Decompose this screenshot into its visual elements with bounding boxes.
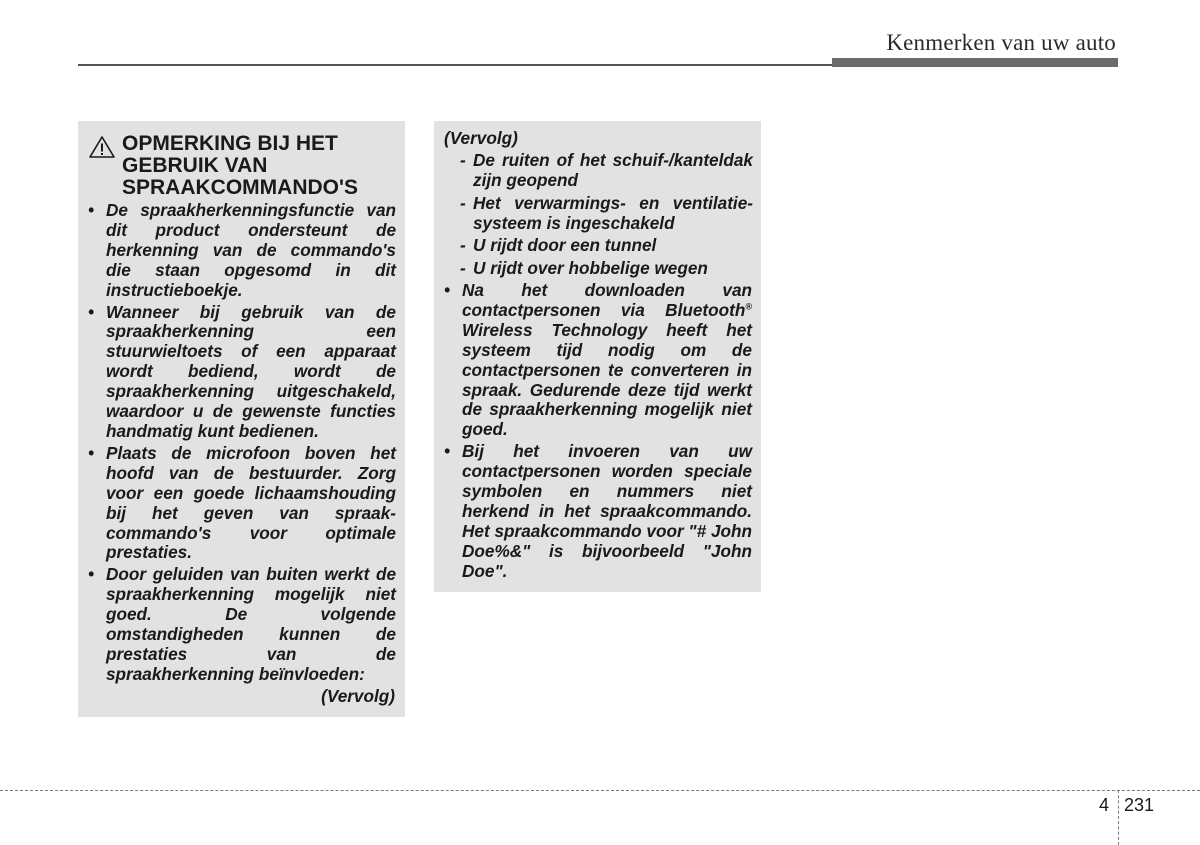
notice-bullet-list xyxy=(88,201,396,687)
notice-box-right xyxy=(434,121,761,592)
notice-title: OPMERKING BIJ HET GEBRUIK VAN SPRAAKCOMMANDO'S xyxy=(122,132,358,199)
conditions-list xyxy=(460,150,753,280)
bluetooth-text-cont: Wireless Technology heeft het systeem tijd nodig om de contactpersonen te converteren in spraak. Gedurende deze tijd werkt de spraakherkenning mogelijk niet goed. xyxy=(462,319,752,440)
page-header-title: Kenmerken van uw auto xyxy=(886,30,1116,55)
continued-label: (Vervolg) xyxy=(444,128,518,148)
list-item: - Het verwarmings- en ventilatie-systeem is ingeschakeld xyxy=(460,193,753,233)
chapter-number: 4 xyxy=(1099,795,1110,815)
list-item: • De spraakherkenningsfunctie van dit product ondersteunt de herkenning van de commando's die staan opgesomd in dit instructieboekje. xyxy=(88,201,396,301)
list-item: • Plaats de microfoon boven het hoofd van de bestuurder. Zorg voor een goede lichaamshouding bij het geven van spraak-commando's voor optimale prestaties. xyxy=(88,444,396,563)
footer-divider xyxy=(1118,790,1119,845)
bluetooth-text: Na het downloaden van contactpersonen via Bluetooth xyxy=(462,280,752,320)
page-number: 231 xyxy=(1124,795,1155,815)
continued-label: (Vervolg) xyxy=(321,686,395,706)
list-item: - U rijdt over hobbelige wegen xyxy=(460,258,753,278)
footer-dashed-line xyxy=(0,790,1200,791)
list-item: • Wanneer bij gebruik van de spraakherkenning een stuurwieltoets of een apparaat wordt bediend, wordt de spraakherkenning uitgeschakeld, waardoor u de gewenste functies handmatig kunt bedienen. xyxy=(88,303,396,442)
list-item: - De ruiten of het schuif-/kanteldak zijn geopend xyxy=(460,150,753,190)
notice-bullet-list-continued xyxy=(444,281,752,584)
notice-box-left xyxy=(78,121,405,717)
registered-mark: ® xyxy=(745,301,752,312)
list-item: • Door geluiden van buiten werkt de spraakherkenning mogelijk niet goed. De volgende omstandigheden kunnen de prestaties van de spraakherkenning beïnvloeden: xyxy=(88,565,396,684)
header-rule xyxy=(78,64,832,66)
list-item: • Bij het invoeren van uw contactpersonen worden speciale symbolen en nummers niet herkend in het spraakcommando. Het spraakcommando voor "# John Doe%&" is bijvoorbeeld "John Doe". xyxy=(444,442,752,581)
list-item xyxy=(444,281,752,440)
list-item: - U rijdt door een tunnel xyxy=(460,235,753,255)
warning-triangle-icon xyxy=(88,135,116,159)
header-bar xyxy=(832,58,1118,67)
